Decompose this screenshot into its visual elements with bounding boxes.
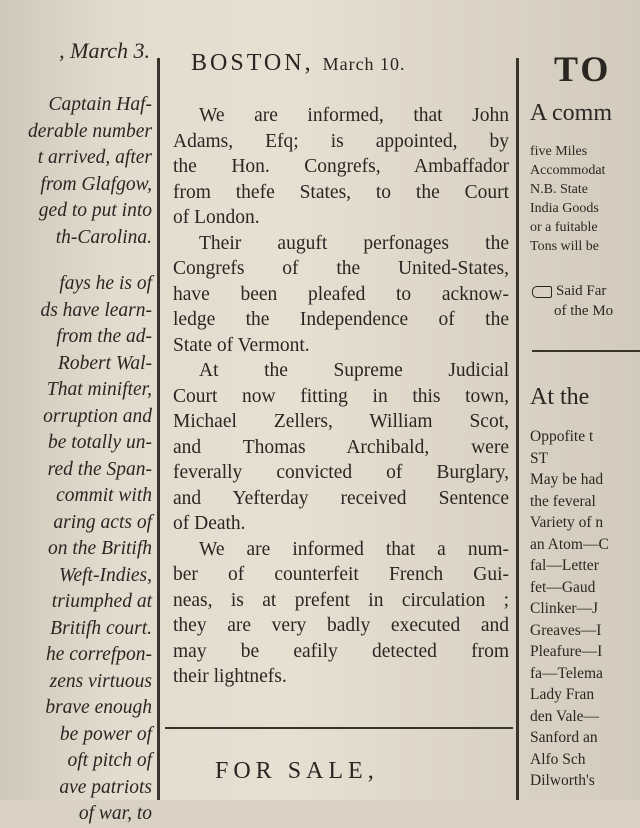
news-text-line: We are informed, that John xyxy=(199,105,509,126)
advert-notice-text: Said Far xyxy=(556,283,607,299)
left-text-line: brave enough xyxy=(45,697,152,718)
advert-text-line: an Atom—C xyxy=(530,535,609,553)
left-text-line: th-Carolina. xyxy=(55,226,152,248)
advert-text-line: or a fuitable xyxy=(530,220,598,235)
left-text-line: fays he is of xyxy=(59,273,152,294)
left-text-line: be power of xyxy=(59,723,152,745)
column-rule-right xyxy=(516,58,519,800)
left-text-line: commit with xyxy=(56,485,152,506)
advert-text-line: Accommodat xyxy=(530,163,606,178)
news-text-line: of Death. xyxy=(173,513,246,534)
column-rule-left xyxy=(157,58,160,800)
advert-text-line: the feveral xyxy=(530,492,596,510)
left-text-line: Captain Haf- xyxy=(48,94,152,115)
advert-text-line: fal—Letter xyxy=(530,557,599,574)
advert-text-line: ST xyxy=(530,449,549,467)
news-text-line: feverally convicted of Burglary, xyxy=(173,462,509,483)
advert-text-line: fet—Gaud xyxy=(530,578,596,596)
advert-text-line: Alfo Sch xyxy=(530,750,586,768)
left-text-line: aring acts of xyxy=(53,511,152,533)
advert-text-line: N.B. State xyxy=(530,182,588,197)
left-text-line: That minifter, xyxy=(46,379,152,400)
advert-text-line: fa—Telema xyxy=(530,664,603,682)
left-text-line: ave patriots xyxy=(59,776,152,798)
news-text-line: We are informed that a num- xyxy=(199,538,509,560)
advert-a-first-line: A comm xyxy=(530,100,612,126)
news-text-line: and Yefterday received Sentence xyxy=(173,487,509,509)
advert-notice-line xyxy=(532,283,606,300)
left-text-line xyxy=(0,251,152,271)
left-column xyxy=(0,0,158,824)
news-text-line: their lightnefs. xyxy=(173,666,287,687)
right-column xyxy=(524,0,640,800)
left-text-line: from Glafgow, xyxy=(40,173,152,195)
advert-text-line: India Goods xyxy=(530,201,599,216)
advert-text-line: May be had xyxy=(530,471,604,488)
news-text-line: At the Supreme Judicial xyxy=(199,360,509,381)
left-text-line: ged to put into xyxy=(38,200,152,221)
left-text-line: zens virtuous xyxy=(49,670,152,692)
left-text-line: triumphed at xyxy=(51,591,152,612)
news-text-line: Michael Zellers, William Scot, xyxy=(173,411,509,432)
news-text-line: from thefe States, to the Court xyxy=(173,181,509,203)
left-text-line: oft pitch of xyxy=(67,750,152,771)
left-text-line: he correfpon- xyxy=(46,644,152,665)
left-text-line: Weft-Indies, xyxy=(59,564,152,586)
left-text-line: Britifh court. xyxy=(50,617,152,639)
right-heading: TO xyxy=(554,49,612,89)
advert-text-line: den Vale— xyxy=(530,707,600,725)
left-text-line: ds have learn- xyxy=(40,299,152,321)
news-text-line: neas, is at prefent in circulation ; xyxy=(173,589,509,611)
advert-notice-line xyxy=(554,303,613,320)
advert-text-line: Pleafure—I xyxy=(530,643,603,660)
advert-b-first-line: At the xyxy=(530,384,590,410)
news-text-line: they are very badly executed and xyxy=(173,615,509,636)
for-sale-heading: FOR SALE, xyxy=(215,758,379,784)
news-text-line: and Thomas Archibald, were xyxy=(173,436,509,458)
news-text-line: have been pleafed to acknow- xyxy=(173,283,509,305)
boston-heading-date: March 10. xyxy=(322,54,406,74)
advert-text-line: Sanford an xyxy=(530,729,598,746)
left-text-line: red the Span- xyxy=(47,458,152,480)
advert-text-line: Tons will be xyxy=(530,239,600,254)
left-text-line: Robert Wal- xyxy=(57,352,152,374)
news-text-line: Congrefs of the United-States, xyxy=(173,258,509,279)
advert-text-line: Variety of n xyxy=(530,514,604,531)
advert-text-line: Dilworth's xyxy=(530,772,595,789)
left-text-line: of war, to xyxy=(78,803,152,824)
news-text-line: State of Vermont. xyxy=(173,334,310,356)
left-text-line: t arrived, after xyxy=(37,147,152,168)
pointing-hand-icon xyxy=(532,286,552,298)
news-text-line: of London. xyxy=(173,207,260,228)
advert-notice-text: of the Mo xyxy=(554,303,614,319)
left-text-line: be totally un- xyxy=(48,432,152,453)
middle-column xyxy=(165,0,513,800)
left-text-line: from the ad- xyxy=(56,326,152,347)
advert-text-line: five Miles xyxy=(530,144,588,159)
advert-text-line: Clinker—J xyxy=(530,600,599,617)
advert-text-line: Lady Fran xyxy=(530,686,595,703)
left-dateline: , March 3. xyxy=(59,38,150,63)
news-text-line: Their auguft perfonages the xyxy=(199,232,509,254)
news-text-line: Court now fitting in this town, xyxy=(173,385,509,407)
news-text-line: Adams, Efq; is appointed, by xyxy=(173,130,509,152)
right-divider xyxy=(532,350,640,352)
boston-heading-main: BOSTON, xyxy=(191,50,323,76)
news-text-line: may be eafily detected from xyxy=(173,640,509,662)
advert-text-line: Greaves—I xyxy=(530,621,602,639)
section-divider xyxy=(165,727,513,729)
left-text-line: orruption and xyxy=(43,405,152,427)
news-text-line: the Hon. Congrefs, Ambaffador xyxy=(173,156,509,177)
advert-text-line: Oppofite t xyxy=(530,428,594,445)
left-column-text xyxy=(0,92,152,828)
boston-news-text xyxy=(173,103,509,690)
left-text-line: derable number xyxy=(27,120,152,142)
left-text-line: on the Britifh xyxy=(48,538,152,559)
news-text-line: ledge the Independence of the xyxy=(173,309,509,330)
boston-heading xyxy=(191,50,406,77)
news-text-line: ber of counterfeit French Gui- xyxy=(173,564,509,585)
